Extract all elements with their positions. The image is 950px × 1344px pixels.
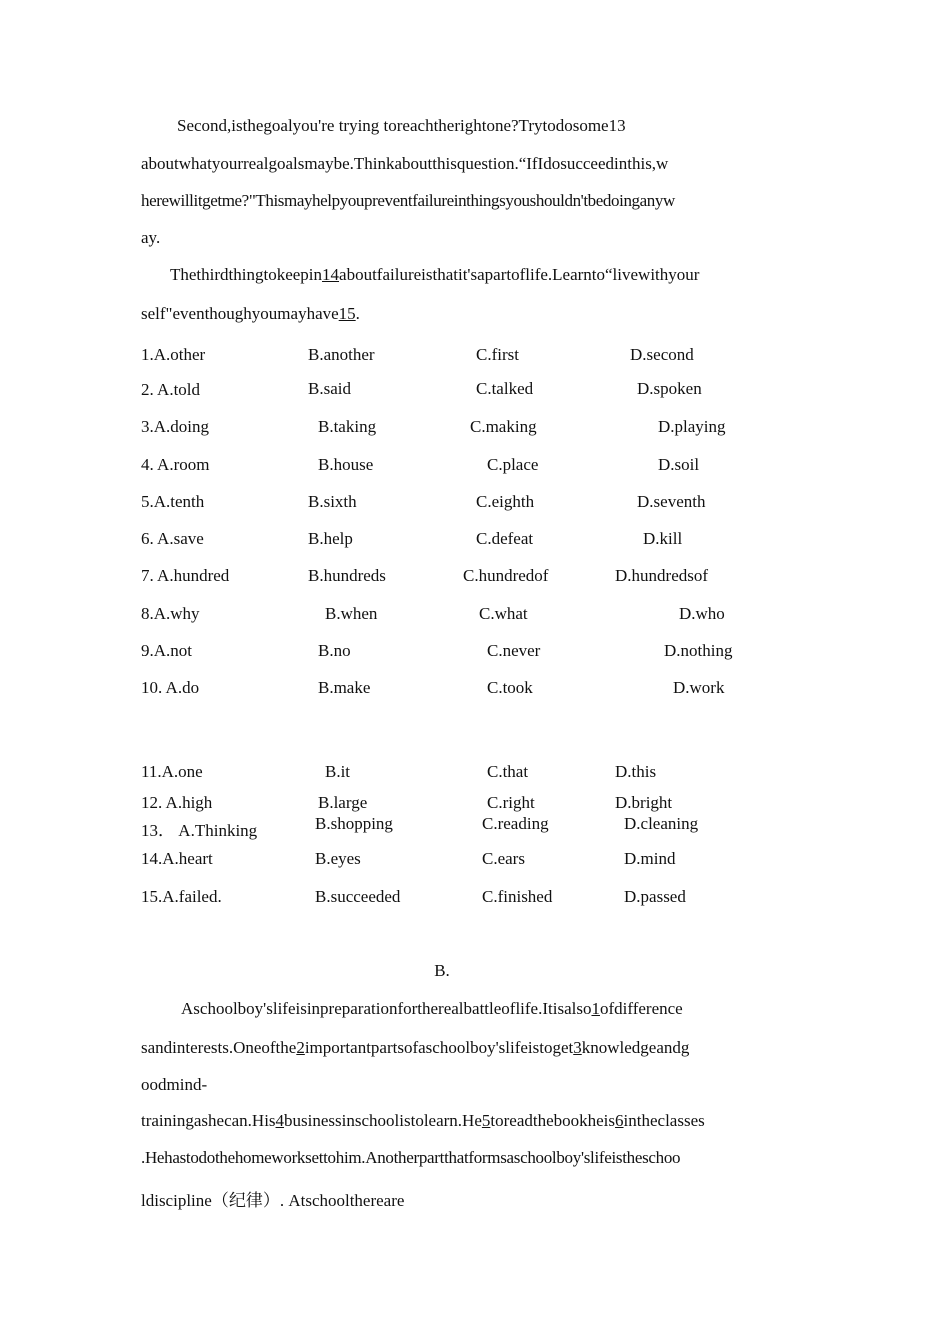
q12-option-c: C.right bbox=[487, 793, 535, 812]
q10-option-c: C.took bbox=[487, 678, 533, 697]
q8-option-b: B.when bbox=[325, 604, 378, 623]
blank-4: 4 bbox=[275, 1111, 285, 1130]
q1-option-a: 1.A.other bbox=[141, 345, 206, 364]
q2-option-b: B.said bbox=[308, 379, 351, 398]
q8-option-d: D.who bbox=[679, 604, 725, 623]
q6-option-a: 6. A.save bbox=[141, 529, 204, 548]
q13-option-d: D.cleaning bbox=[624, 814, 699, 833]
q11-option-a: 11.A.one bbox=[141, 762, 203, 781]
q5-option-c: C.eighth bbox=[476, 492, 535, 511]
q7-option-a: 7. A.hundred bbox=[141, 566, 230, 585]
q12-option-b: B.large bbox=[318, 793, 368, 812]
q14-option-d: D.mind bbox=[624, 849, 676, 868]
q4-option-b: B.house bbox=[318, 455, 374, 474]
q3-option-b: B.taking bbox=[318, 417, 377, 436]
q9-option-b: B.no bbox=[318, 641, 351, 660]
q15-option-b: B.succeeded bbox=[315, 887, 401, 906]
passage-b-line-3: oodmind- bbox=[141, 1075, 208, 1094]
q5-option-d: D.seventh bbox=[637, 492, 706, 511]
passage-a-line-1: Second,isthegoalyou're trying toreachtherightone?Trytodosome13 bbox=[177, 116, 626, 135]
blank-15: 15 bbox=[338, 304, 356, 323]
q2-option-c: C.talked bbox=[476, 379, 534, 398]
q11-option-d: D.this bbox=[615, 762, 657, 781]
q12-option-d: D.bright bbox=[615, 793, 673, 812]
q13-option-a: 13． A.Thinking bbox=[141, 821, 258, 840]
q6-option-c: C.defeat bbox=[476, 529, 534, 548]
q9-option-a: 9.A.not bbox=[141, 641, 192, 660]
q4-option-c: C.place bbox=[487, 455, 539, 474]
q8-option-a: 8.A.why bbox=[141, 604, 200, 623]
blank-14: 14 bbox=[322, 265, 340, 284]
q4-option-a: 4. A.room bbox=[141, 455, 210, 474]
q13-option-c: C.reading bbox=[482, 814, 549, 833]
passage-a-line-4: ay. bbox=[141, 228, 161, 247]
q1-option-d: D.second bbox=[630, 345, 694, 364]
q8-option-c: C.what bbox=[479, 604, 528, 623]
blank-6: 6 bbox=[615, 1111, 624, 1130]
passage-b-line-4: trainingashecan.His4businessinschoolistolearn.He5toreadthebookheis6intheclasses bbox=[141, 1111, 705, 1130]
q2-option-d: D.spoken bbox=[637, 379, 702, 398]
q7-option-b: B.hundreds bbox=[308, 566, 386, 585]
q2-option-a: 2. A.told bbox=[141, 380, 201, 399]
q10-option-b: B.make bbox=[318, 678, 371, 697]
passage-b-line-6: ldiscipline（纪律）. Atschoolthereare bbox=[141, 1191, 405, 1210]
section-b-heading: B. bbox=[434, 961, 450, 980]
q3-option-a: 3.A.doing bbox=[141, 417, 209, 436]
passage-b-line-5: .Hehastodothehomeworksettohim.Anotherpartthatformsaschoolboy'slifeistheschoo bbox=[141, 1148, 681, 1167]
q15-option-a: 15.A.failed. bbox=[141, 887, 222, 906]
q3-option-d: D.playing bbox=[658, 417, 726, 436]
q14-option-c: C.ears bbox=[482, 849, 525, 868]
q9-option-c: C.never bbox=[487, 641, 541, 660]
q14-option-a: 14.A.heart bbox=[141, 849, 213, 868]
blank-2: 2 bbox=[296, 1038, 305, 1057]
blank-3: 3 bbox=[573, 1038, 582, 1057]
passage-a-line-3: herewillitgetme?"Thismayhelpyoupreventfailureinthingsyoushouldn'tbedoinganyw bbox=[141, 191, 675, 210]
q5-option-a: 5.A.tenth bbox=[141, 492, 205, 511]
q7-option-d: D.hundredsof bbox=[615, 566, 709, 585]
q11-option-c: C.that bbox=[487, 762, 529, 781]
q6-option-b: B.help bbox=[308, 529, 353, 548]
passage-b-line-1: Aschoolboy'slifeisinpreparationfortherealbattleoflife.Itisalso1ofdifference bbox=[181, 999, 683, 1018]
q10-option-a: 10. A.do bbox=[141, 678, 200, 697]
q15-option-d: D.passed bbox=[624, 887, 686, 906]
passage-a-line-5: Thethirdthingtokeepin14aboutfailureisthatit'sapartoflife.Learnto“livewithyour bbox=[170, 265, 700, 284]
q1-option-c: C.first bbox=[476, 345, 519, 364]
q4-option-d: D.soil bbox=[658, 455, 700, 474]
q1-option-b: B.another bbox=[308, 345, 375, 364]
passage-a-line-6: self"eventhoughyoumayhave15. bbox=[141, 304, 360, 323]
q11-option-b: B.it bbox=[325, 762, 351, 781]
passage-b-line-2: sandinterests.Oneofthe2importantpartsofaschoolboy'slifeistoget3knowledgeandg bbox=[141, 1038, 690, 1057]
q14-option-b: B.eyes bbox=[315, 849, 361, 868]
blank-1: 1 bbox=[591, 999, 600, 1018]
q12-option-a: 12. A.high bbox=[141, 793, 213, 812]
q15-option-c: C.finished bbox=[482, 887, 553, 906]
q6-option-d: D.kill bbox=[643, 529, 683, 548]
q10-option-d: D.work bbox=[673, 678, 725, 697]
blank-5: 5 bbox=[481, 1111, 491, 1130]
q3-option-c: C.making bbox=[470, 417, 537, 436]
q9-option-d: D.nothing bbox=[664, 641, 733, 660]
q13-option-b: B.shopping bbox=[315, 814, 393, 833]
passage-a-line-2: aboutwhatyourrealgoalsmaybe.Thinkaboutthisquestion.“IfIdosucceedinthis,w bbox=[141, 154, 669, 173]
q7-option-c: C.hundredof bbox=[463, 566, 549, 585]
q5-option-b: B.sixth bbox=[308, 492, 357, 511]
